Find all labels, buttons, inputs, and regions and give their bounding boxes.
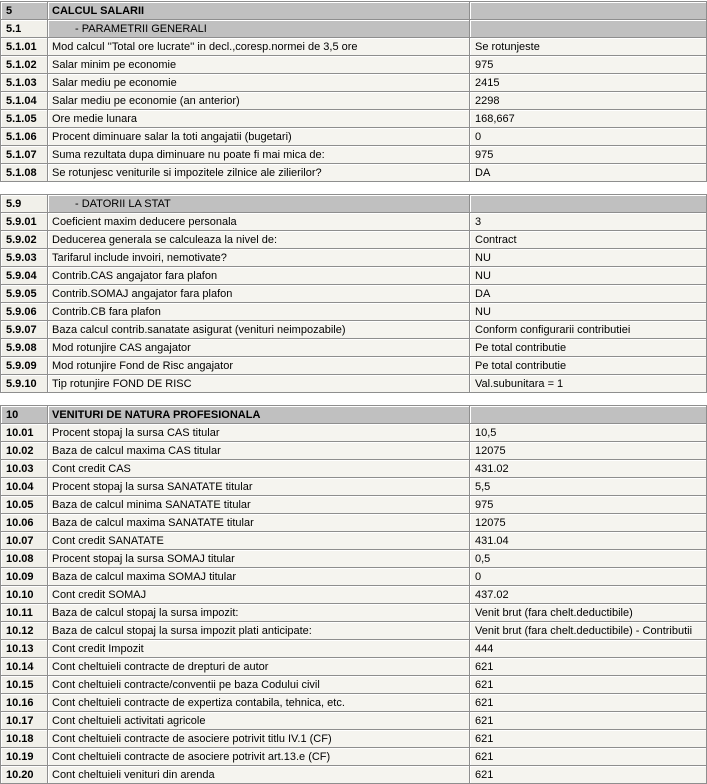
row-code: 5.9.06 xyxy=(0,303,48,321)
row-value[interactable]: NU xyxy=(470,303,707,321)
table-row[interactable] xyxy=(0,658,707,676)
row-value[interactable]: 975 xyxy=(470,496,707,514)
row-code: 5.1.03 xyxy=(0,74,48,92)
row-value[interactable]: 975 xyxy=(470,146,707,164)
row-code: 10.10 xyxy=(0,586,48,604)
row-description: Contrib.SOMAJ angajator fara plafon xyxy=(48,285,470,303)
row-value[interactable]: 975 xyxy=(470,56,707,74)
row-code: 5.1.05 xyxy=(0,110,48,128)
row-description: Cont cheltuieli contracte/conventii pe baza Codului civil xyxy=(48,676,470,694)
row-description: Salar minim pe economie xyxy=(48,56,470,74)
table-row[interactable] xyxy=(0,375,707,393)
row-value[interactable]: 621 xyxy=(470,766,707,784)
row-code: 5.1.08 xyxy=(0,164,48,182)
row-code: 5 xyxy=(0,2,48,20)
row-description: Cont credit CAS xyxy=(48,460,470,478)
row-description: Baza de calcul minima SANATATE titular xyxy=(48,496,470,514)
row-code: 10.03 xyxy=(0,460,48,478)
row-code: 10.12 xyxy=(0,622,48,640)
table-row[interactable] xyxy=(0,357,707,375)
row-value[interactable]: 621 xyxy=(470,658,707,676)
row-code: 5.9.02 xyxy=(0,231,48,249)
row-value[interactable]: NU xyxy=(470,267,707,285)
table-row[interactable] xyxy=(0,249,707,267)
table-section xyxy=(0,405,707,784)
row-description: Procent diminuare salar la toti angajatii (bugetari) xyxy=(48,128,470,146)
row-description: Baza de calcul maxima SOMAJ titular xyxy=(48,568,470,586)
row-description: Baza de calcul maxima CAS titular xyxy=(48,442,470,460)
section-header-row xyxy=(0,195,707,213)
table-row[interactable] xyxy=(0,267,707,285)
row-value[interactable]: 444 xyxy=(470,640,707,658)
row-code: 10.06 xyxy=(0,514,48,532)
table-row[interactable] xyxy=(0,640,707,658)
table-section xyxy=(0,1,707,182)
row-description: Procent stopaj la sursa SANATATE titular xyxy=(48,478,470,496)
row-description: Mod rotunjire CAS angajator xyxy=(48,339,470,357)
row-value[interactable]: Contract xyxy=(470,231,707,249)
table-row[interactable] xyxy=(0,339,707,357)
table-row[interactable] xyxy=(0,321,707,339)
table-row[interactable] xyxy=(0,128,707,146)
row-value[interactable]: 168,667 xyxy=(470,110,707,128)
row-value[interactable]: 12075 xyxy=(470,514,707,532)
row-value[interactable]: 621 xyxy=(470,694,707,712)
row-description: Cont cheltuieli contracte de asociere potrivit titlu IV.1 (CF) xyxy=(48,730,470,748)
row-description: Procent stopaj la sursa SOMAJ titular xyxy=(48,550,470,568)
row-code: 10.19 xyxy=(0,748,48,766)
row-code: 10.16 xyxy=(0,694,48,712)
row-code: 10.13 xyxy=(0,640,48,658)
row-code: 10.15 xyxy=(0,676,48,694)
row-value[interactable]: 621 xyxy=(470,748,707,766)
row-description: Tarifarul include invoiri, nemotivate? xyxy=(48,249,470,267)
row-value[interactable]: Se rotunjeste xyxy=(470,38,707,56)
row-description: Baza de calcul stopaj la sursa impozit: xyxy=(48,604,470,622)
table-row[interactable] xyxy=(0,604,707,622)
row-code: 5.9.07 xyxy=(0,321,48,339)
row-code: 5.9.10 xyxy=(0,375,48,393)
row-code: 10.05 xyxy=(0,496,48,514)
row-description: CALCUL SALARII xyxy=(48,2,470,20)
row-code: 10.11 xyxy=(0,604,48,622)
row-value[interactable]: 621 xyxy=(470,712,707,730)
row-description: Salar mediu pe economie (an anterior) xyxy=(48,92,470,110)
row-value[interactable]: 10,5 xyxy=(470,424,707,442)
table-row[interactable] xyxy=(0,110,707,128)
row-value[interactable]: DA xyxy=(470,164,707,182)
table-row[interactable] xyxy=(0,622,707,640)
row-value[interactable]: NU xyxy=(470,249,707,267)
table-row[interactable] xyxy=(0,586,707,604)
row-value xyxy=(470,20,707,38)
row-value[interactable]: 2415 xyxy=(470,74,707,92)
row-value[interactable]: Venit brut (fara chelt.deductibile) - Contributii xyxy=(470,622,707,640)
row-code: 5.9 xyxy=(0,195,48,213)
row-code: 10.01 xyxy=(0,424,48,442)
row-value[interactable]: 0 xyxy=(470,128,707,146)
row-description: Cont cheltuieli contracte de drepturi de autor xyxy=(48,658,470,676)
row-description: Suma rezultata dupa diminuare nu poate fi mai mica de: xyxy=(48,146,470,164)
row-value[interactable]: 0 xyxy=(470,568,707,586)
row-description: Tip rotunjire FOND DE RISC xyxy=(48,375,470,393)
row-description: Mod calcul ''Total ore lucrate'' in decl.,coresp.normei de 3,5 ore xyxy=(48,38,470,56)
table-row[interactable] xyxy=(0,285,707,303)
table-row[interactable] xyxy=(0,164,707,182)
row-code: 10.02 xyxy=(0,442,48,460)
table-row[interactable] xyxy=(0,213,707,231)
row-code: 10.09 xyxy=(0,568,48,586)
row-code: 10.14 xyxy=(0,658,48,676)
table-row[interactable] xyxy=(0,712,707,730)
row-code: 5.1.02 xyxy=(0,56,48,74)
row-value[interactable]: 12075 xyxy=(470,442,707,460)
row-description: Cont cheltuieli venituri din arenda xyxy=(48,766,470,784)
section-header-row xyxy=(0,20,707,38)
table-row[interactable] xyxy=(0,460,707,478)
table-row[interactable] xyxy=(0,38,707,56)
row-code: 10.08 xyxy=(0,550,48,568)
row-description: VENITURI DE NATURA PROFESIONALA xyxy=(48,406,470,424)
row-code: 10 xyxy=(0,406,48,424)
table-row[interactable] xyxy=(0,74,707,92)
row-code: 5.9.05 xyxy=(0,285,48,303)
table-row[interactable] xyxy=(0,146,707,164)
row-description: - PARAMETRII GENERALI xyxy=(48,20,470,38)
row-value[interactable]: 621 xyxy=(470,676,707,694)
row-value[interactable]: 2298 xyxy=(470,92,707,110)
section-header-row xyxy=(0,406,707,424)
table-row[interactable] xyxy=(0,514,707,532)
table-row[interactable] xyxy=(0,730,707,748)
row-value[interactable]: 431.02 xyxy=(470,460,707,478)
row-value[interactable]: 431.04 xyxy=(470,532,707,550)
section-gap xyxy=(0,182,707,194)
table-row[interactable] xyxy=(0,676,707,694)
row-value[interactable]: Venit brut (fara chelt.deductibile) xyxy=(470,604,707,622)
row-description: Se rotunjesc veniturile si impozitele zilnice ale zilierilor? xyxy=(48,164,470,182)
row-code: 10.20 xyxy=(0,766,48,784)
row-value[interactable]: 621 xyxy=(470,730,707,748)
row-description: Salar mediu pe economie xyxy=(48,74,470,92)
row-description: Deducerea generala se calculeaza la nivel de: xyxy=(48,231,470,249)
row-code: 5.9.09 xyxy=(0,357,48,375)
table-row[interactable] xyxy=(0,424,707,442)
row-description: Baza de calcul stopaj la sursa impozit plati anticipate: xyxy=(48,622,470,640)
row-description: Cont cheltuieli activitati agricole xyxy=(48,712,470,730)
row-value[interactable]: 3 xyxy=(470,213,707,231)
row-code: 10.07 xyxy=(0,532,48,550)
row-value[interactable]: 0,5 xyxy=(470,550,707,568)
row-value[interactable]: Val.subunitara = 1 xyxy=(470,375,707,393)
section-gap xyxy=(0,393,707,405)
row-code: 5.9.01 xyxy=(0,213,48,231)
row-value xyxy=(470,2,707,20)
row-description: Coeficient maxim deducere personala xyxy=(48,213,470,231)
table-section xyxy=(0,194,707,393)
row-code: 10.18 xyxy=(0,730,48,748)
row-code: 5.1.01 xyxy=(0,38,48,56)
row-value xyxy=(470,195,707,213)
row-value[interactable]: 437.02 xyxy=(470,586,707,604)
row-code: 5.9.04 xyxy=(0,267,48,285)
table-row[interactable] xyxy=(0,56,707,74)
row-value[interactable]: DA xyxy=(470,285,707,303)
table-row[interactable] xyxy=(0,748,707,766)
row-description: Mod rotunjire Fond de Risc angajator xyxy=(48,357,470,375)
table-row[interactable] xyxy=(0,231,707,249)
row-value[interactable]: Conform configurarii contributiei xyxy=(470,321,707,339)
row-description: Cont cheltuieli contracte de expertiza contabila, tehnica, etc. xyxy=(48,694,470,712)
table-row[interactable] xyxy=(0,303,707,321)
table-row[interactable] xyxy=(0,550,707,568)
table-row[interactable] xyxy=(0,568,707,586)
row-description: Procent stopaj la sursa CAS titular xyxy=(48,424,470,442)
row-code: 5.1.04 xyxy=(0,92,48,110)
row-description: Baza calcul contrib.sanatate asigurat (venituri neimpozabile) xyxy=(48,321,470,339)
row-value xyxy=(470,406,707,424)
row-description: Cont credit Impozit xyxy=(48,640,470,658)
table-row[interactable] xyxy=(0,442,707,460)
row-description: Cont credit SANATATE xyxy=(48,532,470,550)
row-code: 5.9.03 xyxy=(0,249,48,267)
row-code: 5.9.08 xyxy=(0,339,48,357)
table-row[interactable] xyxy=(0,478,707,496)
row-value[interactable]: 5,5 xyxy=(470,478,707,496)
table-row[interactable] xyxy=(0,694,707,712)
row-description: Cont cheltuieli contracte de asociere potrivit art.13.e (CF) xyxy=(48,748,470,766)
table-row[interactable] xyxy=(0,766,707,784)
section-header-row xyxy=(0,2,707,20)
table-row[interactable] xyxy=(0,92,707,110)
row-description: Ore medie lunara xyxy=(48,110,470,128)
row-value[interactable]: Pe total contributie xyxy=(470,357,707,375)
row-description: Contrib.CAS angajator fara plafon xyxy=(48,267,470,285)
row-description: Baza de calcul maxima SANATATE titular xyxy=(48,514,470,532)
row-code: 5.1 xyxy=(0,20,48,38)
row-code: 10.04 xyxy=(0,478,48,496)
row-value[interactable]: Pe total contributie xyxy=(470,339,707,357)
row-description: Cont credit SOMAJ xyxy=(48,586,470,604)
row-code: 5.1.06 xyxy=(0,128,48,146)
row-description: Contrib.CB fara plafon xyxy=(48,303,470,321)
table-row[interactable] xyxy=(0,496,707,514)
table-row[interactable] xyxy=(0,532,707,550)
row-code: 5.1.07 xyxy=(0,146,48,164)
row-description: - DATORII LA STAT xyxy=(48,195,470,213)
row-code: 10.17 xyxy=(0,712,48,730)
